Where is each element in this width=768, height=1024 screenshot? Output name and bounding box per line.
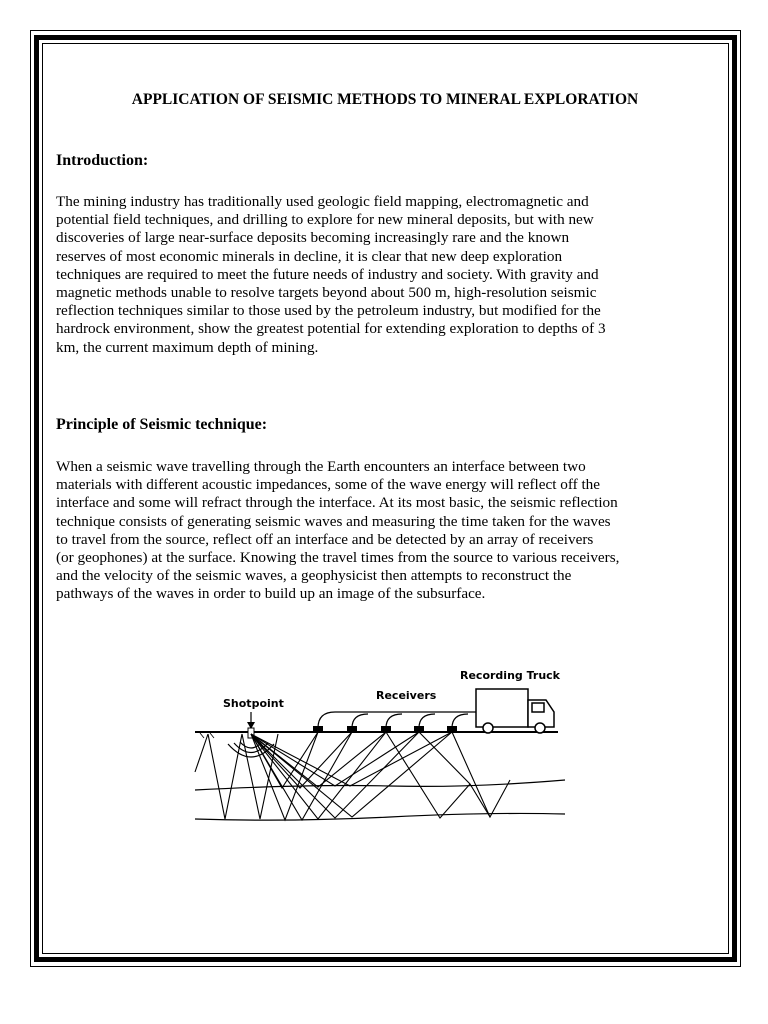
text-line: technique consists of generating seismic waves and measuring the time taken for the waves: [56, 512, 611, 530]
page-title: APPLICATION OF SEISMIC METHODS TO MINERAL EXPLORATION: [131, 91, 639, 108]
receiver-icon: [447, 726, 457, 733]
paragraph-introduction: [56, 193, 714, 357]
shotpoint-arrow-icon: [247, 712, 255, 729]
recording-truck-label: Recording Truck: [460, 669, 560, 682]
receivers-label: Receivers: [376, 689, 437, 702]
text-line: The mining industry has traditionally used geologic field mapping, electromagnetic and: [56, 193, 589, 210]
text-line: reserves of most economic minerals in decline, it is clear that new deep exploration: [56, 247, 563, 265]
text-line: pathways of the waves in order to build up an image of the subsurface.: [56, 585, 486, 603]
text-line: hardrock environment, show the greatest potential for extending exploration to depths of 3: [56, 320, 606, 338]
section-heading-introduction: Introduction:: [56, 152, 149, 169]
text-line: discoveries of large near-surface deposits becoming increasingly rare and the known: [56, 229, 570, 247]
seismic-reflection-diagram: [190, 662, 570, 852]
text-line: magnetic methods unable to resolve targets beyond about 500 m, high-resolution seismic: [56, 284, 597, 302]
text-line: km, the current maximum depth of mining.: [56, 338, 319, 356]
recording-truck-icon: [476, 689, 554, 733]
text-line: techniques are required to meet the future needs of industry and society. With gravity and: [56, 265, 599, 283]
text-line: reflection techniques similar to those used by the petroleum industry, but modified for the: [56, 302, 601, 320]
ray-paths: [195, 732, 510, 820]
interface-2: [195, 813, 565, 820]
text-line: When a seismic wave travelling through the Earth encounters an interface between two: [56, 458, 586, 475]
shotpoint-label: Shotpoint: [223, 697, 284, 710]
section-heading-principle: Principle of Seismic technique:: [56, 416, 268, 433]
receiver-cables: [318, 712, 483, 728]
paragraph-principle: [56, 458, 714, 604]
text-line: potential field techniques, and drilling to explore for new mineral deposits, but with new: [56, 211, 594, 229]
receiver-icon: [414, 726, 424, 733]
receiver-icon: [381, 726, 391, 733]
text-line: (or geophones) at the surface. Knowing the travel times from the source to various receivers,: [56, 549, 620, 567]
text-line: materials with different acoustic impedances, some of the wave energy will reflect off the: [56, 476, 601, 494]
text-line: interface and some will refract through the interface. At its most basic, the seismic reflection: [56, 494, 618, 512]
text-line: to travel from the source, reflect off an interface and be detected by an array of receivers: [56, 530, 594, 548]
receiver-icon: [313, 726, 323, 733]
text-line: and the velocity of the seismic waves, a geophysicist then attempts to reconstruct the: [56, 567, 572, 585]
receiver-icon: [347, 726, 357, 733]
